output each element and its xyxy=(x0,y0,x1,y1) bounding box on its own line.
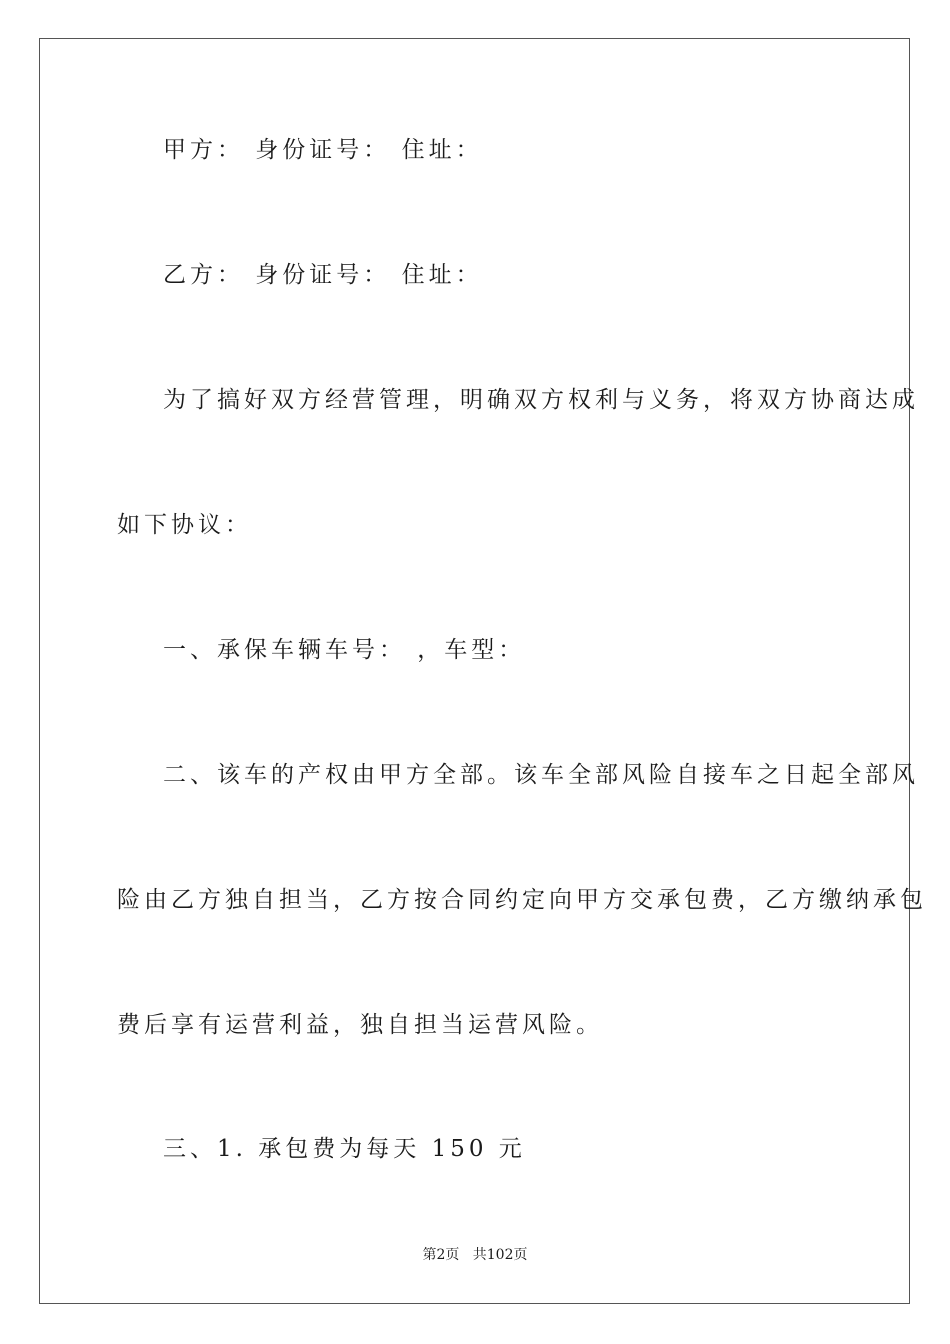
party-a-line: 甲方： 身份证号： 住址： xyxy=(163,137,483,163)
clause-2-line-3: 费后享有运营利益，独自担当运营风险。 xyxy=(117,1012,603,1038)
preamble-line-2: 如下协议： xyxy=(117,512,252,538)
preamble-line-1: 为了搞好双方经营管理，明确双方权利与义务，将双方协商达成 xyxy=(163,387,919,413)
party-b-line: 乙方： 身份证号： 住址： xyxy=(163,262,483,288)
page-border xyxy=(39,38,910,1304)
clause-2-line-1: 二、该车的产权由甲方全部。该车全部风险自接车之日起全部风 xyxy=(163,762,919,788)
clause-3-line: 三、1. 承包费为每天 150 元 xyxy=(163,1136,526,1162)
clause-2-line-2: 险由乙方独自担当，乙方按合同约定向甲方交承包费，乙方缴纳承包 xyxy=(117,887,927,913)
clause-1-line: 一、承保车辆车号： ，车型： xyxy=(163,637,526,663)
page-number-footer: 第2页 共102页 xyxy=(422,1247,528,1263)
